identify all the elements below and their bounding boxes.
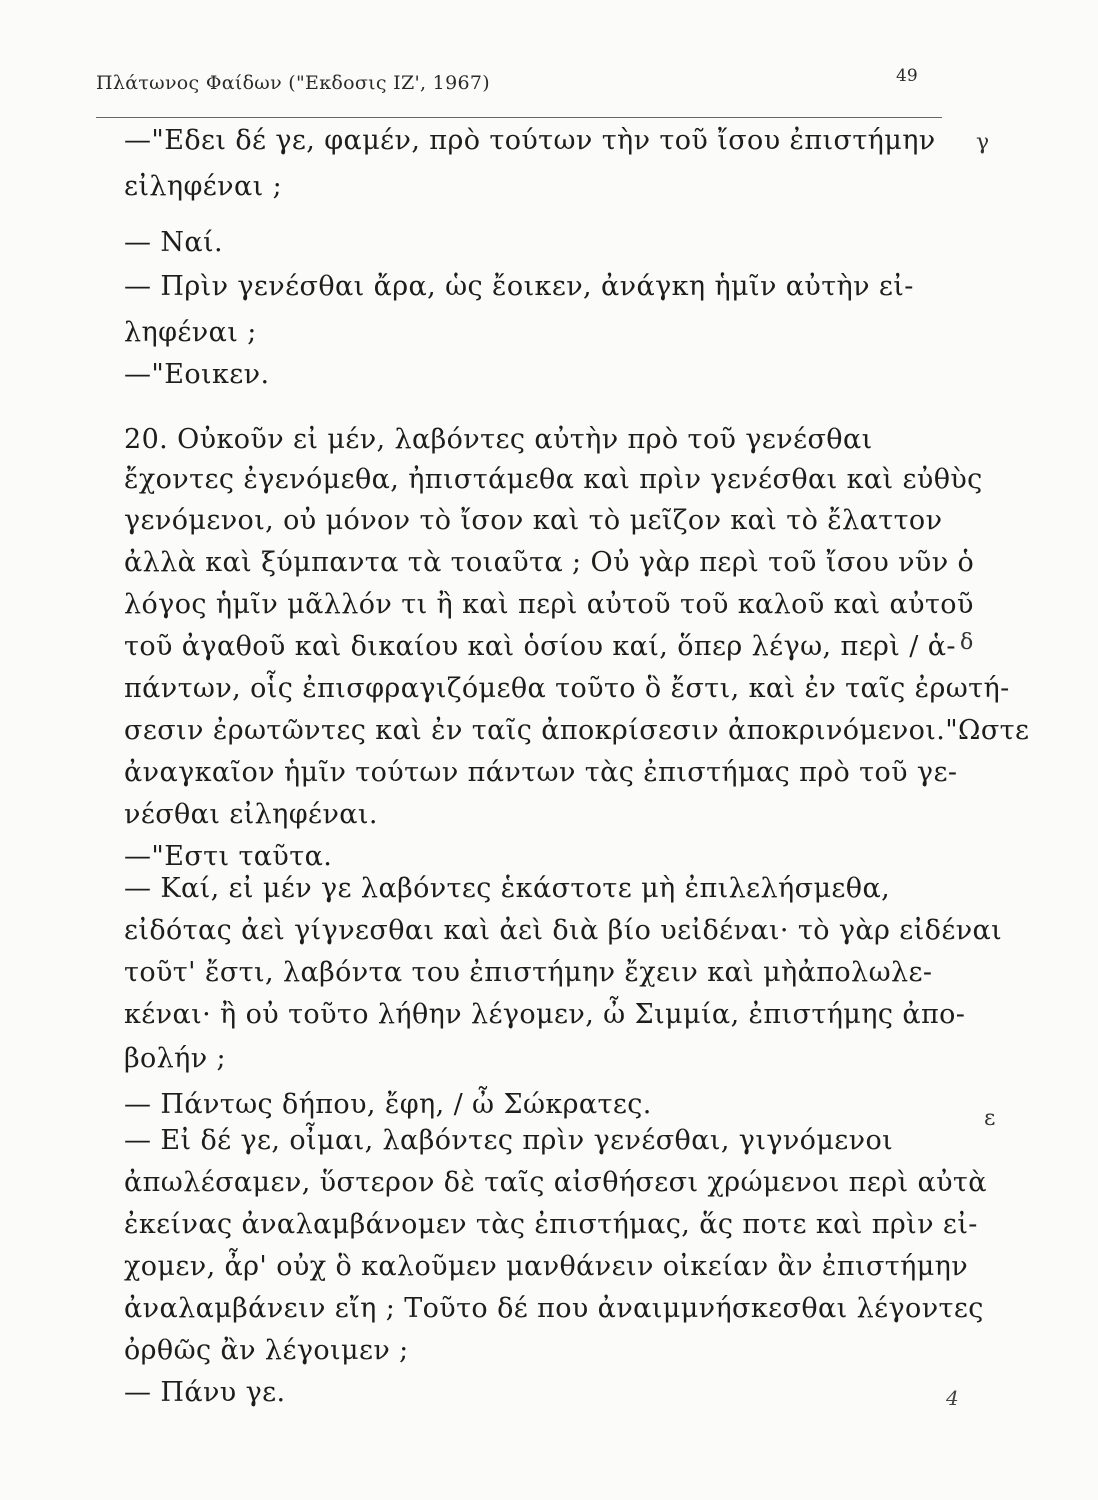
text-line: ἔχοντες ἐγενόμεθα, ἠπιστάμεθα καὶ πρὶν γενέσθαι καὶ εὐθὺς xyxy=(124,464,983,495)
text-line: —"Εδει δέ γε, φαμέν, πρὸ τούτων τὴν τοῦ ἴσου ἐπιστήμην xyxy=(124,125,936,156)
text-line: ἀλλὰ καὶ ξύμπαντα τὰ τοιαῦτα ; Οὐ γὰρ περὶ τοῦ ἴσου νῦν ὁ xyxy=(124,547,975,578)
page-number: 49 xyxy=(896,66,918,86)
text-line: τοῦ ἀγαθοῦ καὶ δικαίου καὶ ὁσίου καί, ὅπερ λέγω, περὶ / ἁ- xyxy=(124,631,956,662)
text-line: χομεν, ἆρ' οὐχ ὃ καλοῦμεν μανθάνειν οἰκείαν ἂν ἐπιστήμην xyxy=(124,1251,969,1282)
text-line: — Πάνυ γε. xyxy=(124,1377,286,1408)
text-line: ληφέναι ; xyxy=(124,317,257,348)
text-line: —"Εστι ταῦτα. xyxy=(124,841,333,872)
text-line: — Εἰ δέ γε, οἶμαι, λαβόντες πρὶν γενέσθαι, γιγνόμενοι xyxy=(124,1125,894,1156)
text-line: ἀπωλέσαμεν, ὕστερον δὲ ταῖς αἰσθήσεσι χρώμενοι περὶ αὐτὰ xyxy=(124,1167,987,1198)
text-line: λόγος ἡμῖν μᾶλλόν τι ἢ καὶ περὶ αὐτοῦ τοῦ καλοῦ καὶ αὐτοῦ xyxy=(124,589,974,620)
text-line: 20. Οὐκοῦν εἰ μέν, λαβόντες αὐτὴν πρὸ τοῦ γενέσθαι xyxy=(124,424,873,455)
text-line: εἰληφέναι ; xyxy=(124,171,283,202)
text-line: —"Εοικεν. xyxy=(124,359,270,390)
text-line: πάντων, οἷς ἐπισφραγιζόμεθα τοῦτο ὃ ἔστι, καὶ ἐν ταῖς ἐρωτή- xyxy=(124,673,1010,704)
text-line: — Ναί. xyxy=(124,227,224,258)
margin-note-gamma: γ xyxy=(976,130,990,155)
text-line: ἀναλαμβάνειν εἴη ; Τοῦτο δέ που ἀναιμμνήσκεσθαι λέγοντες xyxy=(124,1293,984,1324)
text-line: ὀρθῶς ἂν λέγοιμεν ; xyxy=(124,1335,409,1366)
margin-note-delta: δ xyxy=(960,630,974,655)
text-line: τοῦτ' ἔστι, λαβόντα του ἐπιστήμην ἔχειν καὶ μὴἀπολωλε- xyxy=(124,957,933,988)
header-rule xyxy=(96,117,942,118)
text-line: βολήν ; xyxy=(124,1043,227,1074)
text-line: νέσθαι εἰληφέναι. xyxy=(124,799,378,830)
text-line: ἐκείνας ἀναλαμβάνομεν τὰς ἐπιστήμας, ἅς ποτε καὶ πρὶν εἰ- xyxy=(124,1209,978,1240)
text-line: — Πρὶν γενέσθαι ἄρα, ὡς ἔοικεν, ἀνάγκη ἡμῖν αὐτὴν εἰ- xyxy=(124,271,914,302)
text-line: — Καί, εἰ μέν γε λαβόντες ἑκάστοτε μὴ ἐπιλελήσμεθα, xyxy=(124,873,891,904)
text-line: ἀναγκαῖον ἡμῖν τούτων πάντων τὰς ἐπιστήμας πρὸ τοῦ γε- xyxy=(124,757,958,788)
text-line: σεσιν ἐρωτῶντες καὶ ἐν ταῖς ἀποκρίσεσιν ἀποκρινόμενοι."Ωστε xyxy=(124,715,1030,746)
footer-mark: 4 xyxy=(946,1386,959,1410)
text-line: κέναι· ἢ οὐ τοῦτο λήθην λέγομεν, ὦ Σιμμία, ἐπιστήμης ἀπο- xyxy=(124,999,966,1030)
margin-note-epsilon: ε xyxy=(984,1106,996,1131)
text-line: γενόμενοι, οὐ μόνον τὸ ἴσον καὶ τὸ μεῖζον καὶ τὸ ἔλαττον xyxy=(124,505,943,536)
running-header-title: Πλάτωνος Φαίδων ("Εκδοσις ΙΖ', 1967) xyxy=(96,72,490,94)
text-line: εἰδότας ἀεὶ γίγνεσθαι καὶ ἀεὶ διὰ βίο υεἰδέναι· τὸ γὰρ εἰδέναι xyxy=(124,915,1003,946)
text-line: — Πάντως δήπου, ἔφη, / ὦ Σώκρατες. xyxy=(124,1089,652,1120)
